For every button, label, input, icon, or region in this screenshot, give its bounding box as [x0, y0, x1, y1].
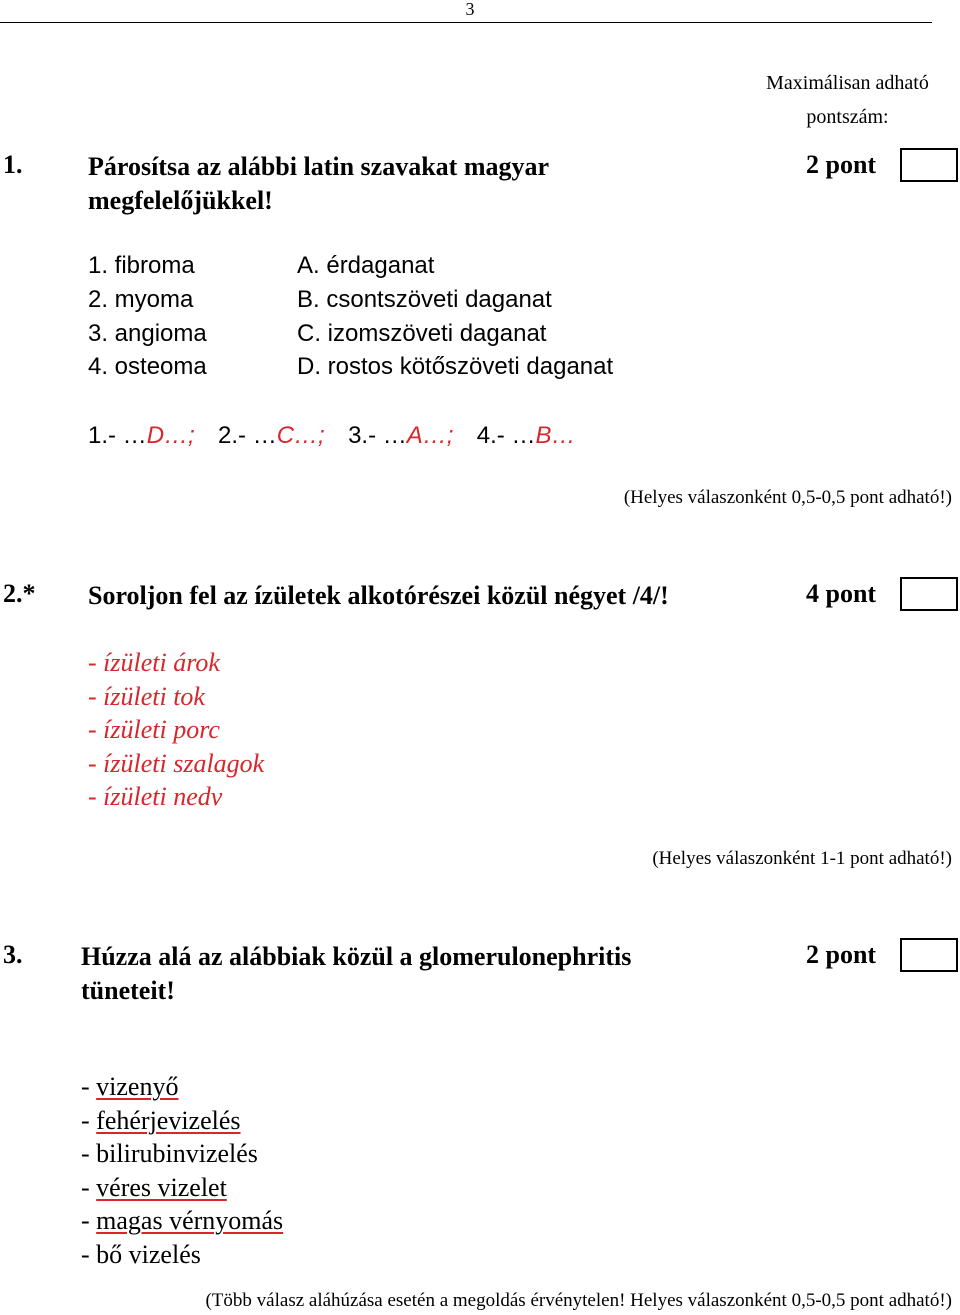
q1-left-item: 1. fibroma: [88, 252, 195, 279]
q3-option-dash: -: [81, 1072, 97, 1101]
q2-answer-item: - ízületi árok: [88, 648, 220, 677]
q2-answer-item: - ízületi nedv: [88, 782, 223, 811]
q1-title-line2: megfelelőjükkel!: [88, 186, 273, 215]
q1-number: 1.: [3, 150, 23, 179]
q1-answer-value: B…: [535, 422, 576, 449]
q3-option-text: bilirubinvizelés: [96, 1139, 258, 1168]
q2-number: 2.*: [3, 579, 36, 608]
q3-option-dash: -: [81, 1106, 97, 1135]
q3-option-text-underlined: magas vérnyomás: [96, 1206, 284, 1235]
q3-title-line2: tüneteit!: [81, 976, 175, 1005]
q1-title-line1: Párosítsa az alábbi latin szavakat magyar: [88, 152, 550, 181]
q1-left-item: 4. osteoma: [88, 353, 207, 380]
q3-scoring-note: (Több válasz aláhúzása esetén a megoldás érvénytelen! Helyes válaszonként 0,5-0,5 pont adható!): [205, 1290, 952, 1311]
q3-option[interactable]: [81, 1238, 201, 1272]
q1-answer-value: A…;: [406, 422, 454, 449]
q1-right-item: B. csontszöveti daganat: [297, 286, 552, 313]
q3-option[interactable]: [81, 1104, 241, 1138]
q1-answer-prefix: 1.- …: [88, 422, 147, 449]
q1-answer-prefix: 2.- …: [218, 422, 277, 449]
q1-answer-value: D…;: [146, 422, 195, 449]
q3-option[interactable]: [81, 1204, 283, 1238]
q3-option-dash: -: [81, 1206, 97, 1235]
q3-score-box[interactable]: [900, 938, 958, 972]
q3-option-dash: -: [81, 1240, 97, 1269]
q1-right-item: D. rostos kötőszöveti daganat: [297, 353, 614, 380]
q3-option-dash: -: [81, 1173, 97, 1202]
q1-answer-value: C…;: [276, 422, 325, 449]
q3-option[interactable]: [81, 1171, 227, 1205]
q2-answer-item: - ízületi szalagok: [88, 749, 265, 778]
q2-answer-item: - ízületi porc: [88, 715, 220, 744]
q3-option[interactable]: [81, 1070, 178, 1104]
q3-title-line1: Húzza alá az alábbiak közül a glomerulonephritis: [81, 942, 632, 971]
max-points-header: Maximálisan adható pontszám:: [766, 72, 929, 128]
q1-answer-line: [88, 422, 575, 450]
q1-left-item: 2. myoma: [88, 286, 194, 313]
q2-score-box[interactable]: [900, 577, 958, 611]
q2-answer-item: - ízületi tok: [88, 682, 205, 711]
q1-score-box[interactable]: [900, 148, 958, 182]
q2-points: 4 pont: [806, 579, 877, 608]
q3-option-text-underlined: véres vizelet: [96, 1173, 227, 1202]
q2-scoring-note: (Helyes válaszonként 1-1 pont adható!): [652, 848, 952, 869]
q3-option-text-underlined: fehérjevizelés: [96, 1106, 241, 1135]
header-rule: [0, 22, 932, 23]
q3-option-dash: -: [81, 1139, 97, 1168]
q3-option-text: bő vizelés: [96, 1240, 201, 1269]
q1-points: 2 pont: [806, 150, 877, 179]
q3-points: 2 pont: [806, 940, 877, 969]
q3-option[interactable]: [81, 1137, 258, 1171]
q3-number: 3.: [3, 940, 23, 969]
q1-right-item: C. izomszöveti daganat: [297, 320, 547, 347]
page-number: 3: [465, 0, 475, 19]
q1-answer-prefix: 3.- …: [348, 422, 407, 449]
q1-left-item: 3. angioma: [88, 320, 207, 347]
q1-right-item: A. érdaganat: [297, 252, 435, 279]
q1-answer-prefix: 4.- …: [476, 422, 536, 449]
q2-title: Soroljon fel az ízületek alkotórészei közül négyet /4/!: [88, 581, 669, 610]
q1-scoring-note: (Helyes válaszonként 0,5-0,5 pont adható!): [623, 487, 952, 508]
q3-option-text-underlined: vizenyő: [96, 1072, 179, 1101]
